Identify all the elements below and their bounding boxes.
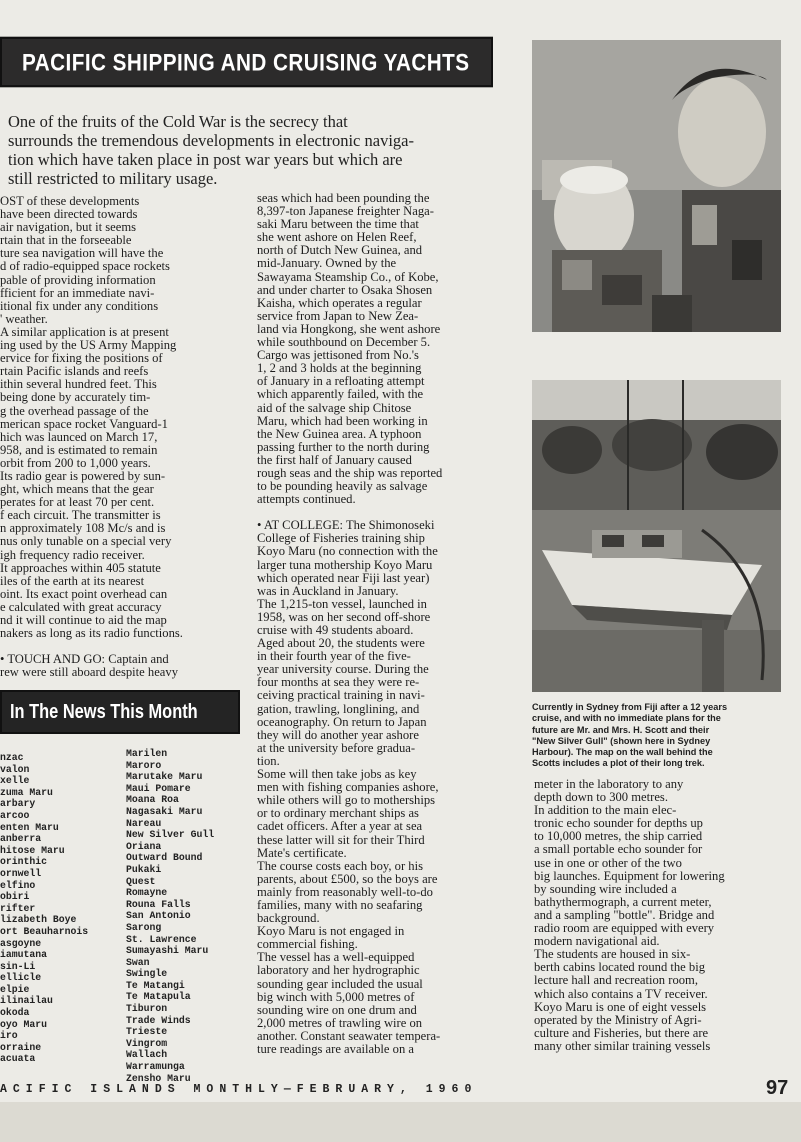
ships_left-line: valon [0, 763, 30, 775]
ships_right-line: Oriana [126, 840, 162, 852]
col2-line: another. Constant seawater tempera- [257, 1029, 441, 1043]
col1-line: merican space rocket Vanguard-1 [0, 417, 168, 431]
ships_left-line: rifter [0, 902, 36, 914]
col1-line: A similar application is at present [0, 325, 169, 339]
col2-line: Koyo Maru is not engaged in [257, 925, 405, 939]
col1-line: perates for at least 70 per cent. [0, 496, 155, 510]
col2-line: four months at sea they were re- [257, 676, 420, 690]
col2-line: attempts continued. [257, 493, 356, 507]
ship-list-left [0, 752, 118, 1065]
col2-line: sounding wire on one drum and [257, 1003, 417, 1017]
col2-line: larger tuna mothership Koyo Maru [257, 558, 433, 572]
ship-list-right [126, 748, 246, 1084]
ships_right-line: Pukaki [126, 863, 162, 875]
ships_right-line: Sumayashi Maru [126, 945, 209, 957]
col1-line: f each circuit. The transmitter is [0, 509, 161, 523]
col1-line: rtain Pacific islands and reefs [0, 365, 149, 379]
col3-line: use in one or other of the two [534, 856, 682, 870]
ships_left-line: acuata [0, 1053, 36, 1065]
col2-line: the New Guinea area. A typhoon [257, 427, 422, 441]
ships_left-line: arcoo [0, 809, 30, 821]
ships_left-line: ellicle [0, 972, 42, 984]
col2-line: Sawayama Steamship Co., of Kobe, [257, 270, 439, 284]
ships_right-line: Romayne [126, 887, 168, 899]
col2-line: the first half of January caused [257, 453, 412, 467]
col1-line: It approaches within 405 statute [0, 561, 161, 575]
ships_left-line: lizabeth Boye [0, 914, 77, 926]
ships_left-line: ilinailau [0, 995, 53, 1007]
col1-line: hich was launced on March 17, [0, 430, 158, 444]
ships_left-line: asgoyne [0, 937, 42, 949]
col3-line: operated by the Ministry of Agri- [534, 1013, 702, 1027]
col2-line: service from Japan to New Zea- [257, 309, 419, 323]
col2-line: year university course. During the [257, 663, 429, 677]
col3-line: big launches. Equipment for lowering [534, 869, 725, 883]
col3-line: by sounding wire included a [534, 882, 677, 896]
col3-line: radio room are equipped with every [534, 922, 715, 936]
ships_left-line: zuma Maru [0, 786, 53, 798]
col3-line: and a sampling "bottle". Bridge and [534, 908, 715, 922]
col2-line: which operated near Fiji last year) [257, 571, 430, 585]
col3-line: many other similar training vessels [534, 1039, 711, 1053]
col2-line: seas which had been pounding the [257, 192, 430, 205]
col3-line: Koyo Maru is one of eight vessels [534, 1000, 707, 1014]
article-column-1 [0, 195, 240, 679]
col1-line: nus only tunable on a special very [0, 535, 172, 549]
ships_right-line: Nagasaki Maru [126, 805, 203, 817]
ships_left-line: anberra [0, 833, 42, 845]
col2-line: cruise with 49 students aboard. [257, 624, 414, 637]
col1-line: ervice for fixing the positions of [0, 352, 163, 366]
col2-line: land via Hongkong, she went ashore [257, 322, 441, 336]
col2-line: while others will go to motherships [257, 794, 436, 808]
col2-line: Cargo was jettisoned from No.'s [257, 349, 419, 363]
col2-line: The vessel has a well-equipped [257, 951, 415, 965]
col2-line: Some will then take jobs as key [257, 768, 417, 782]
col2-line: families, many with no seafaring [257, 898, 423, 912]
ships_left-line: ort Beauharnois [0, 925, 89, 937]
col3-line: culture and Fisheries, but there are [534, 1026, 709, 1040]
col2-line: of January in a refloating attempt [257, 375, 425, 389]
col2-line: in their fourth year of the five- [257, 650, 411, 664]
col2-line: while southbound on December 5. [257, 336, 431, 350]
ships_right-line: Outward Bound [126, 852, 203, 864]
caption-line: Scotts includes a plot of their long trek. [532, 758, 705, 769]
col2-line: 1, 2 and 3 holds at the beginning [257, 362, 422, 376]
col1-line: ' weather. [0, 312, 48, 326]
col2-line: Aged about 20, the students were [257, 637, 425, 651]
col3-line: which also contains a TV receiver. [534, 987, 708, 1001]
ships_right-line: Swingle [126, 968, 168, 980]
ships_right-line: San Antonio [126, 910, 191, 922]
ships_right-line: Zensho Maru [126, 1072, 191, 1084]
col2-line: cadet officers. After a year at sea [257, 820, 423, 834]
col2-line: these latter will sit for their Third [257, 833, 425, 847]
ships_right-line: Te Matapula [126, 991, 191, 1003]
col2-line: 8,397-ton Japanese freighter Naga- [257, 205, 434, 219]
col1-line: d of radio-equipped space rockets [0, 260, 170, 274]
col2-line: mainly from reasonably well-to-do [257, 885, 433, 899]
intro-line: still restricted to military usage. [8, 169, 218, 188]
col2-line: commercial fishing. [257, 938, 358, 952]
col2-line: mid-January. Owned by the [257, 257, 397, 271]
col2-line: at the university before gradua- [257, 741, 416, 755]
col2-line: she went ashore on Helen Reef, [257, 231, 417, 245]
col1-line: being done by accurately tim- [0, 391, 151, 405]
col1-line [0, 640, 240, 653]
col3-line: lecture hall and recreation room, [534, 974, 698, 988]
ships_left-line: nzac [0, 752, 24, 763]
ships_right-line: Maui Pomare [126, 782, 191, 794]
col2-line: and under charter to Osaka Shosen [257, 283, 433, 297]
portrait-image [532, 40, 781, 332]
ships_left-line: arbary [0, 798, 36, 810]
col2-line: to be pounding heavily as salvage [257, 480, 428, 494]
col2-line: tion. [257, 754, 280, 768]
ships_right-line: Maroro [126, 759, 162, 771]
col2-line: background. [257, 912, 320, 926]
col2-line: ceiving practical training in navi- [257, 689, 425, 703]
ships_right-line: St. Lawrence [126, 933, 197, 945]
col1-line: itional fix under any conditions [0, 299, 159, 313]
col2-line: ture readings are available on a [257, 1043, 414, 1056]
col1-line: n approximately 108 Mc/s and is [0, 522, 166, 536]
ships_right-line: Nareau [126, 817, 162, 829]
col3-line: modern navigational aid. [534, 935, 660, 949]
col2-line: men with fishing companies ashore, [257, 781, 439, 795]
col3-line: In addition to the main elec- [534, 804, 677, 818]
article-column-2 [257, 192, 515, 1056]
page-margin [0, 1102, 801, 1142]
col3-line: to 10,000 metres, the ship carried [534, 830, 703, 844]
caption-line: Harbour). The map on the wall behind the [532, 747, 713, 758]
col3-line: berth cabins located round the big [534, 961, 706, 975]
ships_right-line: Swan [126, 956, 150, 968]
ships_right-line: Wallach [126, 1049, 168, 1061]
col1-line: have been directed towards [0, 208, 138, 222]
col2-line: 2,000 metres of trawling wire on [257, 1016, 423, 1030]
col2-line: they will do another year ashore [257, 728, 419, 742]
col1-line: ing used by the US Army Mapping [0, 339, 177, 353]
ships_left-line: sin-Li [0, 960, 36, 972]
ships_right-line: Moana Roa [126, 794, 179, 806]
col3-line: tronic echo sounder for depths up [534, 817, 703, 831]
col1-line: OST of these developments [0, 195, 140, 208]
col3-line: meter in the laboratory to any [534, 778, 684, 791]
col3-line: a small portable echo sounder for [534, 843, 703, 857]
col1-line: ithin several hundred feet. This [0, 378, 157, 392]
col3-line: bathythermograph, a current meter, [534, 895, 712, 909]
col1-line: oint. Its exact point overhead can [0, 587, 168, 601]
ships_left-line: iro [0, 1030, 18, 1042]
ships_left-line: elfino [0, 879, 36, 891]
col2-line: or to ordinary merchant ships as [257, 807, 419, 821]
caption-line: future are Mr. and Mrs. H. Scott and their [532, 724, 710, 735]
footer-publication: ACIFIC ISLANDS MONTHLY—FEBRUARY, 1960 [0, 1083, 478, 1096]
ships_right-line: Vingrom [126, 1037, 168, 1049]
col2-line: Kaisha, which operates a regular [257, 296, 422, 310]
col1-line: orbit from 200 to 1,000 years. [0, 456, 151, 470]
ships_left-line: hitose Maru [0, 844, 65, 856]
col2-line: parents, about £500, so the boys are [257, 872, 438, 886]
col1-line: air navigation, but it seems [0, 221, 137, 235]
col2-line: Maru, which had been working in [257, 414, 428, 428]
col3-line: depth down to 300 metres. [534, 791, 668, 805]
col2-line: saki Maru between the time that [257, 218, 419, 232]
col2-line: 1958, was on her second off-shore [257, 610, 431, 624]
ships_right-line: Marutake Maru [126, 771, 203, 783]
intro-paragraph [8, 112, 492, 188]
ships_left-line: orraine [0, 1041, 42, 1053]
col2-line: • AT COLLEGE: The Shimonoseki [257, 519, 435, 533]
ships_right-line: Warramunga [126, 1061, 185, 1073]
col2-line [257, 506, 515, 519]
ships_left-line: orinthic [0, 856, 48, 868]
ships_left-line: xelle [0, 775, 30, 787]
ships_right-line: Tiburon [126, 1003, 168, 1015]
intro-line: One of the fruits of the Cold War is the secrecy that [8, 112, 348, 131]
col1-line: rtain that in the forseeable [0, 234, 132, 248]
col1-line: ture sea navigation will have the [0, 247, 164, 261]
col1-line: ght, which means that the gear [0, 483, 154, 497]
col1-line: rew were still aboard despite heavy [0, 666, 178, 680]
ships_left-line: obiri [0, 891, 30, 903]
caption-line: Currently in Sydney from Fiji after a 12 years [532, 702, 728, 712]
col2-line: rough seas and the ship was reported [257, 466, 443, 480]
ships_left-line: elpie [0, 983, 30, 995]
col2-line: Koyo Maru (no connection with the [257, 545, 438, 559]
ships_right-line: Sarong [126, 921, 162, 933]
col2-line: College of Fisheries training ship [257, 532, 425, 546]
col2-line: oceanography. On return to Japan [257, 715, 427, 729]
col1-line: • TOUCH AND GO: Captain and [0, 653, 169, 667]
col1-line: g the overhead passage of the [0, 404, 149, 418]
ships_right-line: Trade Winds [126, 1014, 191, 1026]
scott-couple-photo [532, 40, 781, 332]
article-column-3 [534, 778, 789, 1053]
col2-line: The 1,215-ton vessel, launched in [257, 597, 427, 611]
col2-line: sounding gear included the usual [257, 977, 423, 991]
col1-line: nd it will continue to aid the map [0, 614, 167, 627]
ships_left-line: okoda [0, 1007, 30, 1019]
col1-line: pable of providing information [0, 273, 156, 287]
col2-line: gation, trawling, longlining, and [257, 702, 420, 716]
caption-line: cruise, and with no immediate plans for the [532, 713, 721, 724]
new-silver-gull-yacht-photo [532, 380, 781, 692]
news-this-month-heading: In The News This Month [0, 690, 240, 734]
ships_right-line: Marilen [126, 748, 168, 759]
col1-line: iles of the earth at its nearest [0, 574, 145, 588]
col2-line: north of Dutch New Guinea, and [257, 244, 423, 258]
ships_right-line: New Silver Gull [126, 829, 215, 841]
yacht-image [532, 380, 781, 692]
col1-line: 958, and is estimated to remain [0, 443, 158, 457]
page-footer [0, 1079, 801, 1101]
col2-line: was in Auckland in January. [257, 584, 399, 598]
col2-line: The course costs each boy, or his [257, 859, 423, 873]
col2-line: which apparently failed, with the [257, 388, 424, 402]
col2-line: aid of the salvage ship Chitose [257, 401, 412, 415]
section-headline: PACIFIC SHIPPING AND CRUISING YACHTS [0, 37, 493, 87]
ships_left-line: enten Maru [0, 821, 59, 833]
col2-line: Mate's certificate. [257, 846, 347, 860]
col2-line: passing further to the north during [257, 440, 430, 454]
col1-line: fficient for an immediate navi- [0, 286, 155, 300]
col2-line: big winch with 5,000 metres of [257, 990, 415, 1004]
col1-line: igh frequency radio receiver. [0, 548, 145, 562]
intro-line: tion which have taken place in post war years but which are [8, 150, 403, 169]
ships_left-line: iamutana [0, 949, 48, 961]
ships_right-line: Quest [126, 875, 156, 887]
col1-line: Its radio gear is powered by sun- [0, 469, 166, 483]
page-number: 97 [766, 1077, 789, 1099]
col3-line: The students are housed in six- [534, 948, 691, 962]
ships_right-line: Rouna Falls [126, 898, 191, 910]
col1-line: nakers as long as its radio functions. [0, 627, 183, 641]
photo-caption [532, 702, 788, 770]
ships_right-line: Te Matangi [126, 979, 185, 991]
ships_left-line: oyo Maru [0, 1018, 48, 1030]
col2-line: laboratory and her hydrographic [257, 964, 420, 978]
ships_left-line: ornwell [0, 867, 42, 879]
caption-line: "New Silver Gull" (shown here in Sydney [532, 735, 711, 746]
col1-line: e calculated with great accuracy [0, 600, 162, 614]
intro-line: surrounds the tremendous developments in electronic naviga- [8, 131, 414, 150]
ships_right-line: Trieste [126, 1026, 168, 1038]
